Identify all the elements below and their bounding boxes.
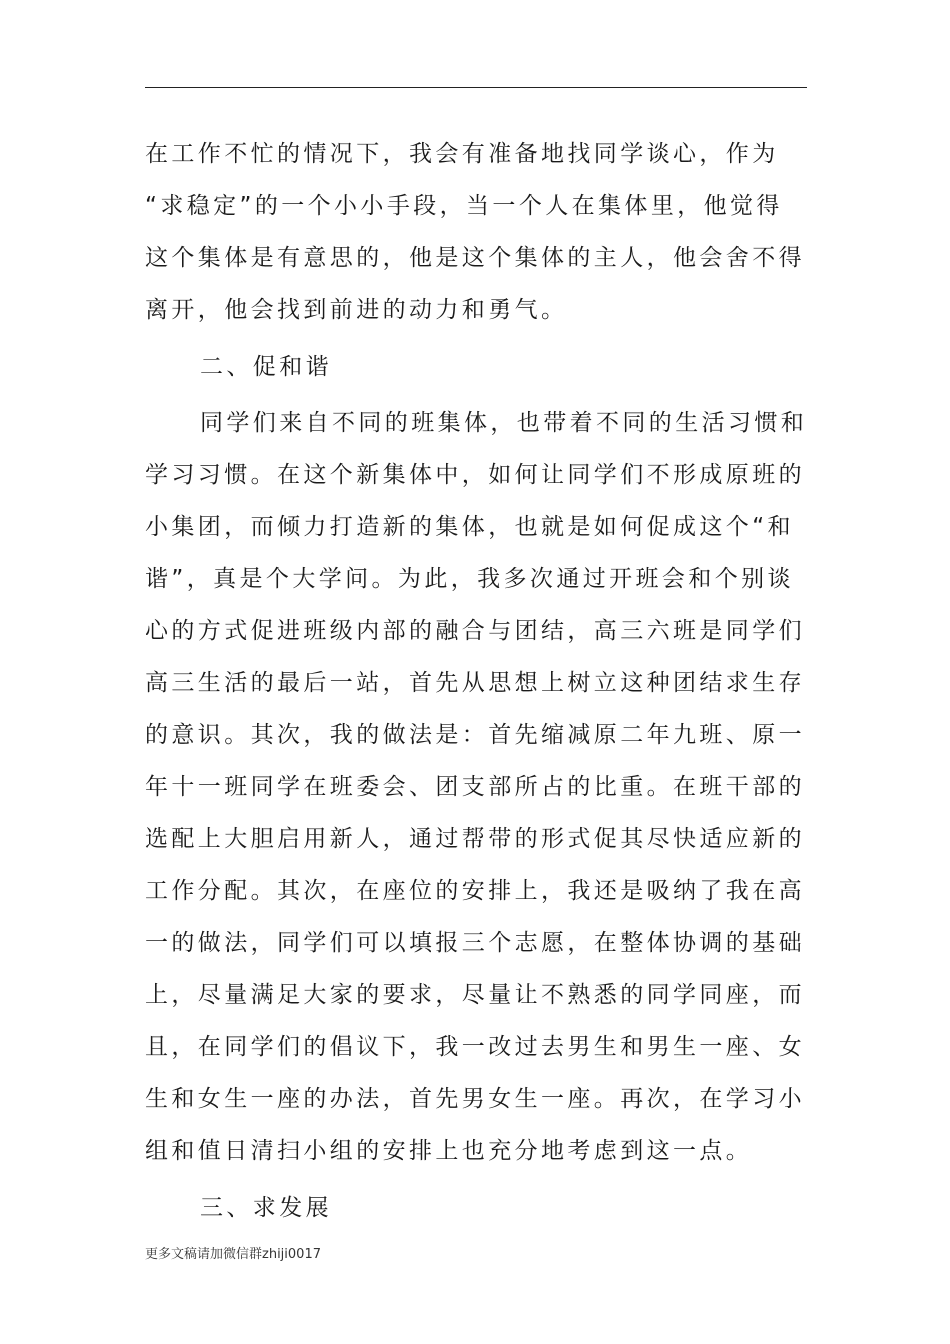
paragraph-line: 组和值日清扫小组的安排上也充分地考虑到这一点。 xyxy=(145,1138,753,1164)
paragraph-1 xyxy=(145,128,805,336)
paragraph-line: 谐”，真是个大学问。为此，我多次通过开班会和个别谈 xyxy=(145,566,794,592)
footer-note: 更多文稿请加微信群zhiji0017 xyxy=(145,1247,321,1262)
paragraph-line: 高三生活的最后一站，首先从思想上树立这种团结求生存 xyxy=(145,670,805,696)
paragraph-line: 选配上大胆启用新人，通过帮带的形式促其尽快适应新的 xyxy=(145,826,805,852)
paragraph-line: 一的做法，同学们可以填报三个志愿，在整体协调的基础 xyxy=(145,930,805,956)
paragraph-line: 生和女生一座的办法，首先男女生一座。再次，在学习小 xyxy=(145,1086,805,1112)
paragraph-line: 离开，他会找到前进的动力和勇气。 xyxy=(145,297,568,323)
paragraph-line: 年十一班同学在班委会、团支部所占的比重。在班干部的 xyxy=(145,774,805,800)
paragraph-line: 小集团，而倾力打造新的集体，也就是如何促成这个“和 xyxy=(145,514,794,540)
paragraph-line: 在工作不忙的情况下，我会有准备地找同学谈心，作为 xyxy=(145,141,779,167)
paragraph-2 xyxy=(145,397,808,1177)
paragraph-line: 学习习惯。在这个新集体中，如何让同学们不形成原班的 xyxy=(145,462,805,488)
header-rule xyxy=(145,87,807,88)
section-heading-2: 二、促和谐 xyxy=(200,354,332,380)
paragraph-line: “求稳定”的一个小小手段，当一个人在集体里，他觉得 xyxy=(145,193,783,219)
paragraph-line: 同学们来自不同的班集体，也带着不同的生活习惯和 xyxy=(200,410,808,436)
document-body xyxy=(145,128,808,1238)
paragraph-line: 这个集体是有意思的，他是这个集体的主人，他会舍不得 xyxy=(145,245,805,271)
paragraph-line: 的意识。其次，我的做法是：首先缩减原二年九班、原一 xyxy=(145,722,805,748)
paragraph-line: 心的方式促进班级内部的融合与团结，高三六班是同学们 xyxy=(145,618,805,644)
paragraph-line: 上，尽量满足大家的要求，尽量让不熟悉的同学同座，而 xyxy=(145,982,805,1008)
paragraph-line: 工作分配。其次，在座位的安排上，我还是吸纳了我在高 xyxy=(145,878,805,904)
section-heading-3: 三、求发展 xyxy=(200,1195,332,1221)
paragraph-line: 且，在同学们的倡议下，我一改过去男生和男生一座、女 xyxy=(145,1034,805,1060)
